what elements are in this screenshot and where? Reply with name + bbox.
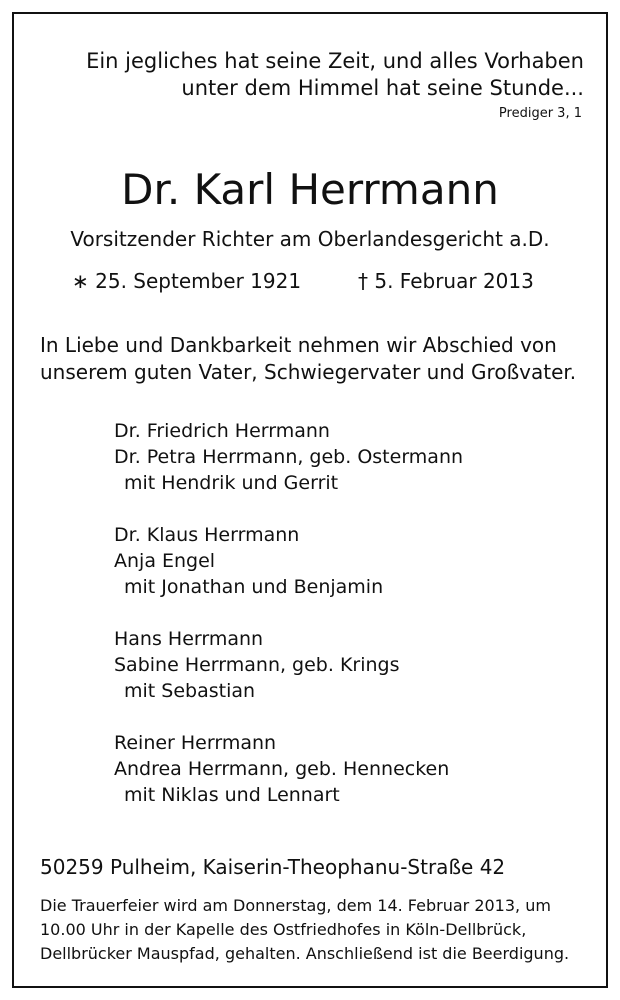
family-group [114,626,400,704]
family-children: mit Jonathan und Benjamin [124,576,384,598]
quote-line: unter dem Himmel hat seine Stunde... [181,76,584,100]
funeral-notice [40,894,580,966]
family-member: Andrea Herrmann, geb. Hennecken [114,758,450,780]
family-member: Dr. Petra Herrmann, geb. Ostermann [114,446,464,468]
deceased-position: Vorsitzender Richter am Oberlandesgericht a.D. [70,227,550,251]
family-member: Anja Engel [114,550,216,572]
family-member: Dr. Friedrich Herrmann [114,420,330,442]
birth-date: ∗ 25. September 1921 [72,269,302,293]
family-group [114,522,383,600]
family-group [114,418,463,496]
notice-line: Die Trauerfeier wird am Donnerstag, dem 14. Februar 2013, um [40,896,551,915]
family-member: Dr. Klaus Herrmann [114,524,300,546]
quote-source: Prediger 3, 1 [498,106,582,121]
address: 50259 Pulheim, Kaiserin-Theophanu-Straße 42 [40,855,506,879]
farewell-line: unserem guten Vater, Schwiegervater und Großvater. [40,360,577,384]
notice-line: Dellbrücker Mauspfad, gehalten. Anschließend ist die Beerdigung. [40,944,570,963]
family-children: mit Hendrik und Gerrit [124,472,339,494]
quote-line: Ein jegliches hat seine Zeit, und alles Vorhaben [86,49,584,73]
obituary-frame [12,12,608,988]
bible-quote [86,48,584,102]
family-children: mit Sebastian [124,680,256,702]
family-children: mit Niklas und Lennart [124,784,340,806]
family-member: Hans Herrmann [114,628,264,650]
family-member: Sabine Herrmann, geb. Krings [114,654,400,676]
death-date: † 5. Februar 2013 [358,269,534,293]
family-group [114,730,449,808]
deceased-name: Dr. Karl Herrmann [121,165,499,214]
farewell-line: In Liebe und Dankbarkeit nehmen wir Abschied von [40,333,557,357]
family-member: Reiner Herrmann [114,732,277,754]
farewell-text [40,332,576,386]
notice-line: 10.00 Uhr in der Kapelle des Ostfriedhofes in Köln-Dellbrück, [40,920,527,939]
